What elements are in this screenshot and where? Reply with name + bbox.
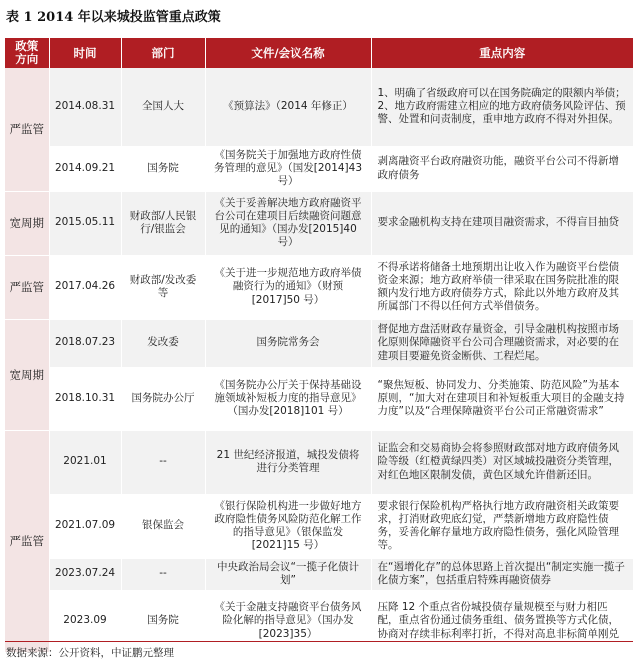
table-header-row bbox=[5, 38, 633, 68]
time-cell: 2018.07.23 bbox=[49, 319, 121, 367]
header-direction: 政策方向 bbox=[5, 38, 49, 68]
key-content-cell: 证监会和交易商协会将参照财政部对地方政府债务风险等级（红橙黄绿四类）对区域城投融资分类管理，对红色地区限制发债，黄色区域允许借新还旧。 bbox=[371, 430, 633, 494]
header-time: 时间 bbox=[49, 38, 121, 68]
doc-cell: 《关于进一步规范地方政府举债融资行为的通知》（财预[2017]50 号） bbox=[205, 255, 371, 319]
table-row bbox=[5, 430, 633, 494]
direction-cell: 严监管 bbox=[5, 68, 49, 191]
dept-cell: -- bbox=[121, 430, 205, 494]
table-row bbox=[5, 367, 633, 430]
dept-cell: 国务院 bbox=[121, 590, 205, 652]
time-cell: 2014.08.31 bbox=[49, 68, 121, 146]
table-row bbox=[5, 590, 633, 652]
key-content-cell: 不得承诺将储备土地预期出让收入作为融资平台偿债资金来源；地方政府举债一律采取在国务院批准的限额内发行地方政府债券方式，除此以外地方政府及其所属部门不得以任何方式举借债务。 bbox=[371, 255, 633, 319]
time-cell: 2018.10.31 bbox=[49, 367, 121, 430]
key-content-cell: 督促地方盘活财政存量资金，引导金融机构按照市场化原则保障融资平台公司合理融资需求，对必要的在建项目要避免资金断供、工程烂尾。 bbox=[371, 319, 633, 367]
header-doc: 文件/会议名称 bbox=[205, 38, 371, 68]
direction-cell: 宽周期 bbox=[5, 319, 49, 430]
doc-cell: 21 世纪经济报道，城投发债将进行分类管理 bbox=[205, 430, 371, 494]
doc-cell: 《国务院办公厅关于保持基础设施领域补短板力度的指导意见》（国办发[2018]101 号） bbox=[205, 367, 371, 430]
key-content-cell: 压降 12 个重点省份城投债存量规模至与财力相匹配，重点省份通过债务重组、债务置换等方式化债，协商对存续非标利率打折，不得对高息非标简单刚兑 bbox=[371, 590, 633, 652]
direction-cell: 严监管 bbox=[5, 430, 49, 652]
key-content-cell: “聚焦短板、协同发力、分类施策、防范风险”为基本原则，“加大对在建项目和补短板重大项目的金融支持力度”以及“合理保障融资平台公司正常融资需求” bbox=[371, 367, 633, 430]
dept-cell: 财政部/发改委等 bbox=[121, 255, 205, 319]
key-content-cell: 剥离融资平台政府融资功能，融资平台公司不得新增政府债务 bbox=[371, 146, 633, 191]
data-source-note: 数据来源：公开资料，中证鹏元整理 bbox=[6, 647, 174, 659]
direction-cell: 宽周期 bbox=[5, 191, 49, 255]
bottom-rule bbox=[5, 641, 633, 642]
key-content-cell: 在“遏增化存”的总体思路上首次提出“制定实施一揽子化债方案”，包括重启特殊再融资债券 bbox=[371, 558, 633, 590]
time-cell: 2023.09 bbox=[49, 590, 121, 652]
time-cell: 2014.09.21 bbox=[49, 146, 121, 191]
policy-table bbox=[5, 38, 633, 653]
table-title: 表 1 2014 年以来城投监管重点政策 bbox=[6, 10, 221, 25]
key-content-cell: 1、明确了省级政府可以在国务院确定的限额内举债；2、地方政府需建立相应的地方政府债务风险评估、预警、处置和问责制度，重申地方政府不得对外担保。 bbox=[371, 68, 633, 146]
header-dept: 部门 bbox=[121, 38, 205, 68]
table-row bbox=[5, 255, 633, 319]
table-row bbox=[5, 558, 633, 590]
key-content-cell: 要求银行保险机构严格执行地方政府融资相关政策要求，打消财政兜底幻觉，严禁新增地方政府隐性债务，妥善化解存量地方政府隐性债务，强化风险管理等。 bbox=[371, 494, 633, 558]
doc-cell: 《预算法》（2014 年修正） bbox=[205, 68, 371, 146]
dept-cell: -- bbox=[121, 558, 205, 590]
time-cell: 2017.04.26 bbox=[49, 255, 121, 319]
doc-cell: 《关于妥善解决地方政府融资平台公司在建项目后续融资问题意见的通知》（国办发[2015]40 号） bbox=[205, 191, 371, 255]
header-key: 重点内容 bbox=[371, 38, 633, 68]
dept-cell: 发改委 bbox=[121, 319, 205, 367]
dept-cell: 银保监会 bbox=[121, 494, 205, 558]
table-row bbox=[5, 319, 633, 367]
table-row bbox=[5, 191, 633, 255]
doc-cell: 《关于金融支持融资平台债务风险化解的指导意见》（国办发[2023]35） bbox=[205, 590, 371, 652]
key-content-cell: 要求金融机构支持在建项目融资需求，不得盲目抽贷 bbox=[371, 191, 633, 255]
dept-cell: 全国人大 bbox=[121, 68, 205, 146]
time-cell: 2023.07.24 bbox=[49, 558, 121, 590]
doc-cell: 中央政治局会议“一揽子化债计划” bbox=[205, 558, 371, 590]
dept-cell: 国务院办公厅 bbox=[121, 367, 205, 430]
time-cell: 2015.05.11 bbox=[49, 191, 121, 255]
direction-cell: 严监管 bbox=[5, 255, 49, 319]
dept-cell: 财政部/人民银行/银监会 bbox=[121, 191, 205, 255]
dept-cell: 国务院 bbox=[121, 146, 205, 191]
doc-cell: 《银行保险机构进一步做好地方政府隐性债务风险防范化解工作的指导意见》（银保监发[2021]15 号） bbox=[205, 494, 371, 558]
time-cell: 2021.01 bbox=[49, 430, 121, 494]
table-row bbox=[5, 68, 633, 146]
time-cell: 2021.07.09 bbox=[49, 494, 121, 558]
table-row bbox=[5, 494, 633, 558]
doc-cell: 《国务院关于加强地方政府性债务管理的意见》（国发[2014]43 号） bbox=[205, 146, 371, 191]
table-row bbox=[5, 146, 633, 191]
doc-cell: 国务院常务会 bbox=[205, 319, 371, 367]
